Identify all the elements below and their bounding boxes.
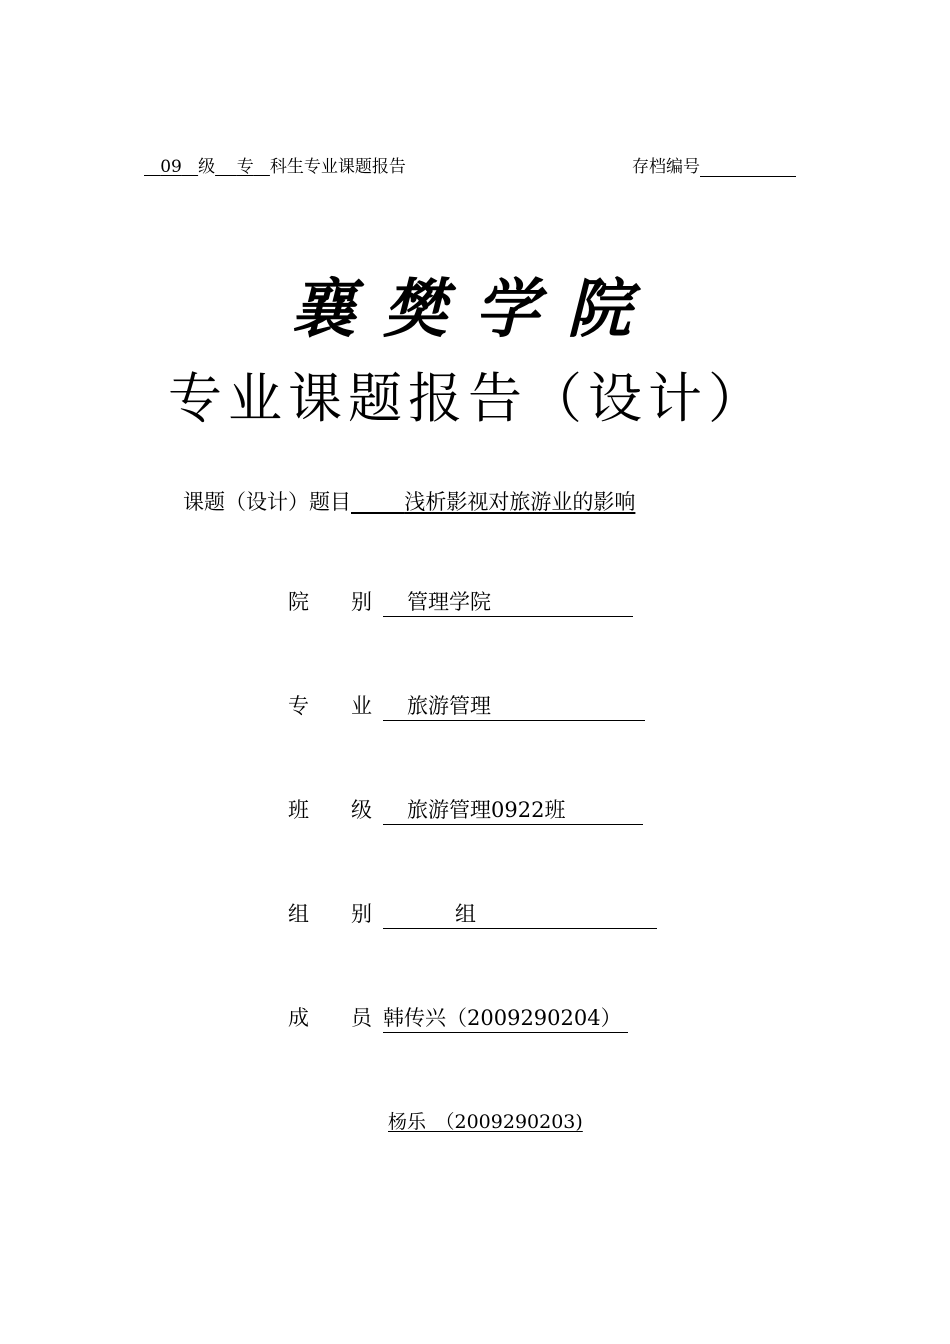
member-2: 杨乐 （2009290203) <box>388 1111 583 1133</box>
archive-number-blank <box>700 158 796 177</box>
college-label: 院 别 <box>288 590 372 614</box>
field-members <box>288 1002 628 1033</box>
class-label: 班 级 <box>288 798 372 822</box>
college-value: 管理学院 <box>383 586 633 617</box>
members-label: 成 员 <box>288 1006 372 1030</box>
topic-value-wrap <box>351 490 635 514</box>
major-value: 旅游管理 <box>383 690 645 721</box>
college-name: 襄樊学院 <box>291 272 659 347</box>
member-1: 韩传兴（2009290204） <box>383 1002 628 1033</box>
group-value: 组 <box>383 898 657 929</box>
major-label: 专 业 <box>288 694 372 718</box>
header-report-type: 科生专业课题报告 <box>269 157 406 177</box>
header-level: 专 <box>236 157 254 177</box>
field-college <box>288 586 633 617</box>
field-major <box>288 690 645 721</box>
archive-number <box>632 152 796 177</box>
header-year: 09 <box>160 157 182 177</box>
topic-value: 浅析影视对旅游业的影响 <box>404 490 636 514</box>
topic-label: 课题（设计）题目 <box>183 490 351 514</box>
topic-row <box>183 486 635 516</box>
header-grade-word: 级 <box>198 157 216 177</box>
report-title: 专业课题报告（设计） <box>168 367 768 430</box>
field-group <box>288 898 657 929</box>
class-value: 旅游管理0922班 <box>383 794 643 825</box>
group-label: 组 别 <box>288 902 372 926</box>
field-class <box>288 794 643 825</box>
archive-label: 存档编号 <box>632 157 700 177</box>
report-header-left <box>144 152 406 177</box>
